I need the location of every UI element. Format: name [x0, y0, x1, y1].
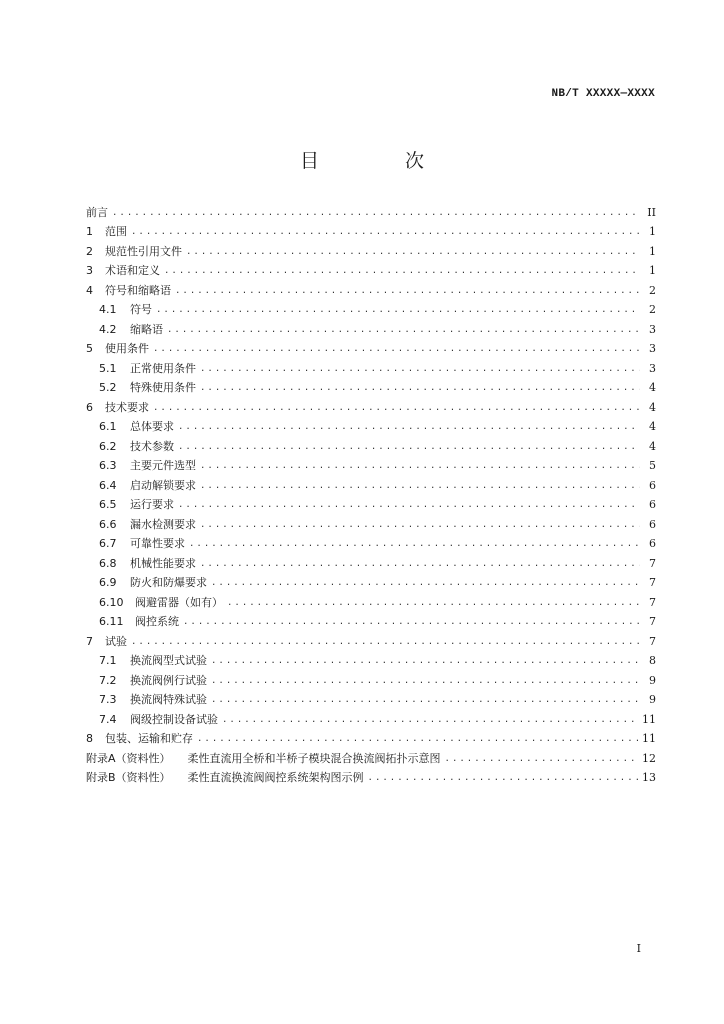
toc-entry[interactable]	[86, 200, 656, 220]
toc-entry-page: 11	[642, 712, 656, 726]
toc-entry-number: 7	[86, 634, 93, 648]
toc-entry-page: 5	[649, 459, 656, 472]
toc-entry[interactable]	[86, 571, 656, 591]
toc-entry-number: 6.10	[99, 595, 124, 609]
toc-entry-title: 防火和防爆要求	[130, 576, 207, 589]
dot-leader	[178, 498, 640, 512]
toc-entry-page: 7	[649, 634, 656, 648]
dot-leader	[211, 576, 640, 590]
dot-leader	[175, 284, 640, 298]
toc-entry-number: 6.1	[99, 420, 117, 433]
toc-entry[interactable]	[86, 220, 656, 240]
toc-entry-title: 换流阀型式试验	[130, 654, 207, 667]
toc-entry-title: 主要元件选型	[130, 459, 196, 472]
toc-entry-title: 总体要求	[130, 420, 174, 433]
toc-entry-title: 启动解锁要求	[130, 478, 196, 492]
page-title: 目 次	[299, 150, 465, 172]
toc-entry[interactable]	[86, 356, 656, 376]
toc-entry[interactable]	[86, 337, 656, 357]
toc-entry-title: 正常使用条件	[130, 361, 196, 375]
toc-entry-page: 1	[649, 225, 656, 238]
dot-leader	[197, 732, 638, 746]
toc-entry[interactable]	[86, 532, 656, 552]
toc-entry[interactable]	[86, 512, 656, 532]
toc-entry-page: 3	[649, 322, 656, 336]
toc-entry-title: 漏水检测要求	[130, 517, 196, 531]
toc-entry-title: 技术要求	[105, 400, 149, 414]
toc-entry-number: 7.3	[99, 693, 117, 706]
toc-entry-number: 6.4	[99, 478, 117, 492]
toc-entry[interactable]	[86, 551, 656, 571]
toc-entry-page: 11	[642, 732, 656, 745]
toc-entry-title: 试验	[105, 634, 127, 648]
toc-entry-title: 技术参数	[130, 439, 174, 453]
toc-entry[interactable]	[86, 649, 656, 669]
toc-entry-page: 7	[649, 556, 656, 570]
dot-leader	[200, 479, 640, 493]
toc-entry-title: 换流阀特殊试验	[130, 693, 207, 706]
toc-entry-number: 6.5	[99, 498, 117, 511]
toc-entry-title: 包装、运输和贮存	[105, 732, 193, 745]
toc-entry-page: 6	[649, 498, 656, 511]
toc-entry-number: 7.1	[99, 654, 117, 667]
toc-entry-page: 2	[649, 283, 656, 297]
toc-entry-page: 9	[649, 693, 656, 706]
toc-entry-page: 6	[649, 478, 656, 492]
toc-entry[interactable]	[86, 766, 656, 786]
dot-leader	[112, 206, 640, 220]
toc-entry-number: 6.6	[99, 517, 117, 531]
dot-leader	[153, 342, 640, 356]
toc-entry[interactable]	[86, 434, 656, 454]
toc-entry[interactable]	[86, 688, 656, 708]
dot-leader	[222, 713, 638, 727]
toc-entry-page: 4	[649, 381, 656, 394]
standard-number: NB/T XXXXX—XXXX	[551, 88, 655, 100]
toc-entry-title: 符号	[130, 303, 152, 316]
dot-leader	[186, 245, 640, 259]
dot-leader	[200, 381, 640, 395]
toc-entry-page: 12	[642, 751, 656, 765]
toc-entry-number: 6	[86, 400, 93, 414]
toc-entry[interactable]	[86, 668, 656, 688]
dot-leader	[167, 323, 640, 337]
toc-entry-page: 7	[649, 576, 656, 589]
toc-entry[interactable]	[86, 454, 656, 474]
toc-entry-page: 3	[649, 342, 656, 355]
toc-entry[interactable]	[86, 473, 656, 493]
dot-leader	[131, 225, 640, 239]
toc-entry-page: 6	[649, 537, 656, 550]
toc-entry-title: 柔性直流换流阀阀控系统架构图示例	[187, 771, 364, 784]
toc-entry-page: 2	[649, 303, 656, 316]
toc-entry-number: 4.1	[99, 303, 117, 316]
toc-entry-title: 前言	[86, 205, 108, 219]
toc-entry[interactable]	[86, 395, 656, 415]
toc-entry-page: 4	[649, 420, 656, 433]
dot-leader	[183, 615, 640, 629]
toc-entry-number: 4	[86, 283, 93, 297]
toc-entry[interactable]	[86, 493, 656, 513]
dot-leader	[200, 459, 640, 473]
toc-entry-number: 7.2	[99, 673, 117, 687]
toc-entry-number: 附录B（资料性）	[86, 771, 171, 784]
toc-entry-title: 可靠性要求	[130, 537, 185, 550]
dot-leader	[200, 362, 640, 376]
toc-entry-number: 6.2	[99, 439, 117, 453]
toc-entry-title: 换流阀例行试验	[130, 673, 207, 687]
toc-entry[interactable]	[86, 376, 656, 396]
dot-leader	[189, 537, 640, 551]
toc-entry-page: 6	[649, 517, 656, 531]
dot-leader	[200, 557, 640, 571]
toc-entry-title: 使用条件	[105, 342, 149, 355]
toc-entry[interactable]	[86, 259, 656, 279]
dot-leader	[131, 635, 640, 649]
toc-entry-number: 1	[86, 225, 93, 238]
toc-entry-title: 阀避雷器（如有）	[135, 595, 223, 609]
dot-leader	[164, 264, 640, 278]
toc-entry-number: 附录A（资料性）	[86, 751, 171, 765]
toc-entry-page: 1	[649, 244, 656, 258]
toc-entry-title: 柔性直流用全桥和半桥子模块混合换流阀拓扑示意图	[187, 751, 441, 765]
toc-entry-number: 5.2	[99, 381, 117, 394]
toc-entry-number: 4.2	[99, 322, 117, 336]
toc-entry-page: 1	[649, 264, 656, 277]
toc-entry[interactable]	[86, 317, 656, 337]
dot-leader	[178, 440, 640, 454]
toc-entry-number: 5	[86, 342, 93, 355]
toc-entry-number: 6.7	[99, 537, 117, 550]
page-number: I	[636, 942, 641, 955]
toc-entry-number: 5.1	[99, 361, 117, 375]
dot-leader	[178, 420, 640, 434]
toc-entry-number: 6.11	[99, 615, 124, 628]
toc-entry-number: 6.3	[99, 459, 117, 472]
dot-leader	[211, 654, 640, 668]
dot-leader	[445, 752, 638, 766]
toc-entry-number: 2	[86, 244, 93, 258]
toc-entry-page: 7	[649, 595, 656, 609]
toc-entry-page: 13	[642, 771, 656, 784]
toc-entry[interactable]	[86, 746, 656, 766]
toc-entry[interactable]	[86, 707, 656, 727]
toc-entry-page: 4	[649, 400, 656, 414]
toc-entry-title: 符号和缩略语	[105, 283, 171, 297]
toc-entry-page: II	[647, 205, 656, 219]
toc-entry-number: 6.9	[99, 576, 117, 589]
dot-leader	[156, 303, 640, 317]
toc-entry-page: 4	[649, 439, 656, 453]
toc-entry[interactable]	[86, 415, 656, 435]
toc-entry-page: 8	[649, 654, 656, 667]
toc-entry[interactable]	[86, 610, 656, 630]
toc-entry-title: 范围	[105, 225, 127, 238]
dot-leader	[200, 518, 640, 532]
toc-entry-page: 7	[649, 615, 656, 628]
toc-entry-title: 机械性能要求	[130, 556, 196, 570]
toc-entry-number: 7.4	[99, 712, 117, 726]
dot-leader	[227, 596, 640, 610]
toc-entry[interactable]	[86, 590, 656, 610]
dot-leader	[211, 693, 640, 707]
toc-entry-title: 阀控系统	[135, 615, 179, 628]
toc-entry-number: 8	[86, 732, 93, 745]
toc-entry-page: 3	[649, 361, 656, 375]
toc-entry-title: 运行要求	[130, 498, 174, 511]
toc-entry-title: 术语和定义	[105, 264, 160, 277]
toc-entry-number: 6.8	[99, 556, 117, 570]
toc-entry-title: 缩略语	[130, 322, 163, 336]
table-of-contents	[86, 200, 656, 785]
toc-entry-number: 3	[86, 264, 93, 277]
toc-entry[interactable]	[86, 629, 656, 649]
dot-leader	[211, 674, 640, 688]
toc-entry[interactable]	[86, 298, 656, 318]
toc-entry-title: 阀级控制设备试验	[130, 712, 218, 726]
toc-entry[interactable]	[86, 278, 656, 298]
dot-leader	[153, 401, 640, 415]
toc-entry-title: 特殊使用条件	[130, 381, 196, 394]
toc-entry[interactable]	[86, 727, 656, 747]
toc-entry-page: 9	[649, 673, 656, 687]
dot-leader	[368, 771, 638, 785]
toc-entry[interactable]	[86, 239, 656, 259]
toc-entry-title: 规范性引用文件	[105, 244, 182, 258]
